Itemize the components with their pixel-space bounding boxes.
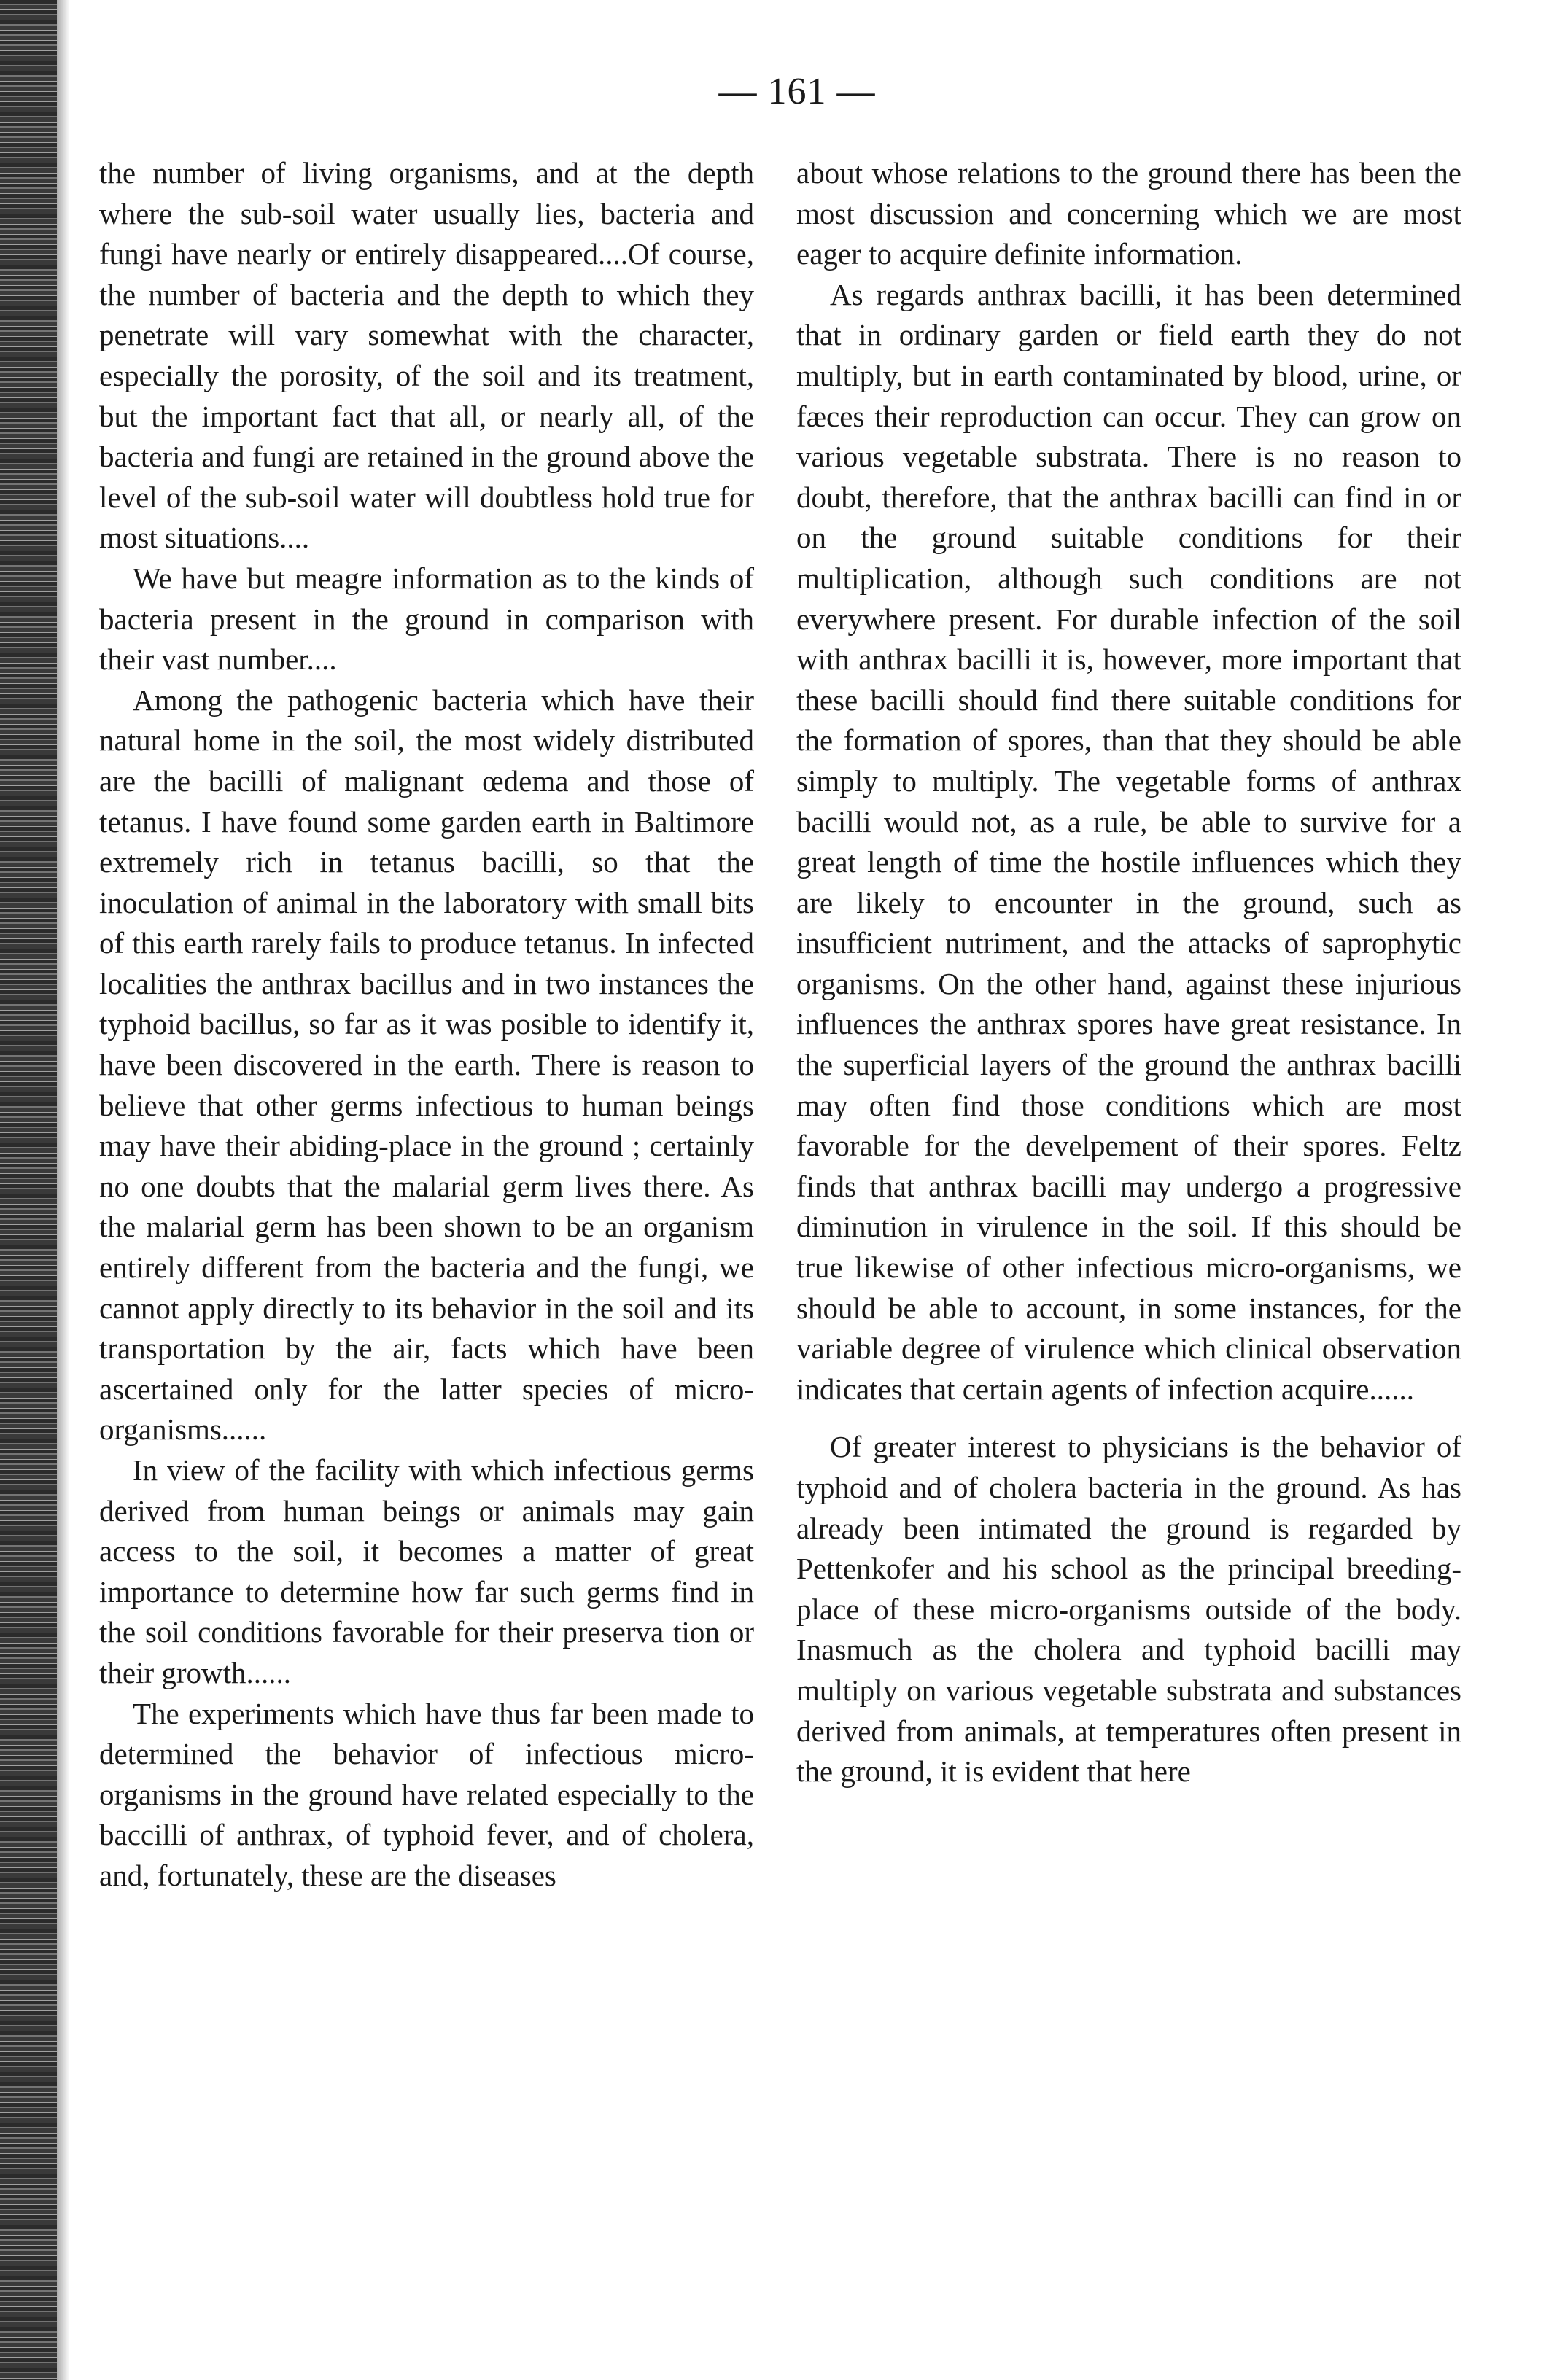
left-paragraph-4: In view of the facility with which infectious germs derived from human beings or animals may gain access to the soil, it becomes a matter of great importance to determine how far such germs find in the soil conditions favorable for their preserva tion or their growth...... bbox=[99, 1453, 754, 1689]
right-paragraph-1: about whose relations to the ground there has been the most discussion and concerning which we are most eager to acquire definite information. bbox=[796, 156, 1461, 271]
left-paragraph-3: Among the pathogenic bacteria which have their natural home in the soil, the most widely distributed are the bacilli of malignant œdema and those of tetanus. I have found some garden earth in Baltimore extremely rich in tetanus bacilli, so that the inoculation of animal in the laboratory with small bits of this earth rarely fails to produce tetanus. In infected localities the anthrax bacillus and in two instances the typhoid bacillus, so far as it was posible to identify it, have been discovered in the earth. There is reason to believe that other germs infectious to human beings may have their abiding-place in the ground ; certainly no one doubts that the malarial germ lives there. As the malarial germ has been shown to be an organism entirely different from the bacteria and the fungi, we cannot apply directly to its behavior in the soil and its transportation by the air, facts which have been ascertained only for the latter species of micro-organisms...... bbox=[99, 682, 754, 1447]
left-column bbox=[99, 153, 754, 1897]
left-paragraph-5: The experiments which have thus far been made to determined the behavior of infectious micro-organisms in the ground have related especially to the baccilli of anthrax, of typhoid fever, and of cholera, and, fortunately, these are the diseases bbox=[99, 1696, 754, 1892]
right-paragraph-3: Of greater interest to physicians is the behavior of typhoid and of cholera bacteria in the ground. As has already been intimated the ground is regarded by Pettenkofer and his school as the principal breeding-place of these micro-organisms outside of the body. Inasmuch as the cholera and typhoid bacilli may multiply on various vegetable substrata and substances derived from animals, at temperatures often present in the ground, it is evident that here bbox=[796, 1430, 1461, 1789]
left-paragraph-1: the number of living organisms, and at the depth where the sub-soil water usually lies, bacteria and fungi have nearly or entirely disappeared....Of course, the number of bacteria and the depth to which they penetrate will vary somewhat with the character, especially the porosity, of the soil and its treatment, but the important fact that all, or nearly all, of the bacteria and fungi are retained in the ground above the level of the sub-soil water will doubtless hold true for most situations.... bbox=[99, 156, 754, 555]
left-paragraph-2: We have but meagre information as to the kinds of bacteria present in the ground in comparison with their vast number.... bbox=[99, 561, 754, 677]
right-column bbox=[796, 153, 1461, 1792]
scanned-binding-edge bbox=[0, 0, 57, 2380]
right-paragraph-2: As regards anthrax bacilli, it has been determined that in ordinary garden or field earth they do not multiply, but in earth contaminated by blood, urine, or fæces their reproduction can occur. They can grow on various vegetable substrata. There is no reason to doubt, therefore, that the anthrax bacilli can find in or on the ground suitable conditions for their multiplication, although such conditions are not everywhere present. For durable infection of the soil with anthrax bacilli it is, however, more important that these bacilli should find there suitable conditions for the formation of spores, than that they should be able simply to multiply. The vegetable forms of anthrax bacilli would not, as a rule, be able to survive for a great length of time the hostile influences which they are likely to encounter in the ground, such as insufficient nutriment, and the attacks of saprophytic organisms. On the other hand, against these injurious influences the anthrax spores have great resistance. In the superficial layers of the ground the anthrax bacilli may often find those conditions which are most favorable for the develpement of their spores. Feltz finds that anthrax bacilli may undergo a progressive diminution in virulence in the soil. If this should be true likewise of other infectious micro-organisms, we should be able to account, in some instances, for the variable degree of virulence which clinical observation indicates that certain agents of infection acquire...... bbox=[796, 277, 1461, 1406]
page-number: — 161 — bbox=[718, 71, 876, 112]
